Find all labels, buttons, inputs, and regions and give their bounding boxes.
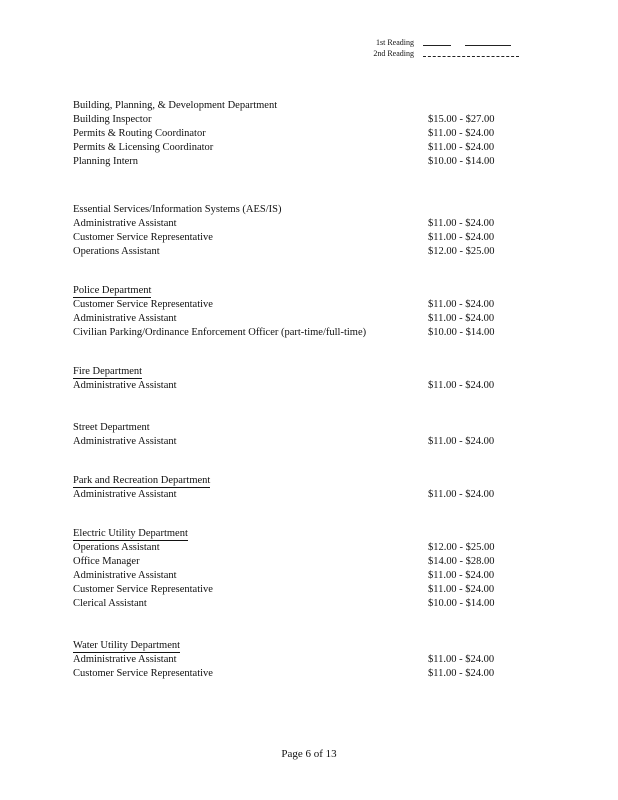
second-reading-label: 2nd Reading [373,49,414,58]
position-name: Customer Service Representative [73,232,213,243]
position-row [73,127,513,141]
pay-range: $10.00 - $14.00 [428,327,495,338]
pay-range: $11.00 - $24.00 [428,570,495,581]
position-name: Permits & Routing Coordinator [73,128,206,139]
pay-range: $11.00 - $24.00 [428,584,495,595]
position-name: Operations Assistant [73,542,160,553]
first-reading-blank-a [423,37,451,46]
pay-range: $14.00 - $28.00 [428,556,495,567]
position-name: Customer Service Representative [73,668,213,679]
department-title: Building, Planning, & Development Department [73,100,278,111]
first-reading-row [368,37,519,48]
position-row [73,155,513,169]
position-name: Office Manager [73,556,140,567]
position-name: Permits & Licensing Coordinator [73,142,214,153]
position-name: Administrative Assistant [73,570,177,581]
position-row [73,141,513,155]
reading-block [368,37,519,59]
department-section [73,474,513,502]
second-reading-blank [423,48,519,57]
department-section [73,99,513,169]
pay-range: $11.00 - $24.00 [428,436,495,447]
page-number: Page 6 of 13 [281,748,337,760]
position-name: Administrative Assistant [73,313,177,324]
department-section [73,284,513,340]
position-name: Customer Service Representative [73,584,213,595]
first-reading-label: 1st Reading [376,38,414,47]
position-row [73,113,513,127]
position-row [73,541,513,555]
department-title: Fire Department [73,366,143,377]
department-title: Park and Recreation Department [73,475,211,486]
position-row [73,435,513,449]
position-row [73,245,513,259]
position-name: Administrative Assistant [73,489,177,500]
pay-range: $11.00 - $24.00 [428,142,495,153]
position-row [73,379,513,393]
pay-range: $11.00 - $24.00 [428,128,495,139]
pay-range: $11.00 - $24.00 [428,218,495,229]
position-name: Planning Intern [73,156,139,167]
position-row [73,667,513,681]
pay-range: $12.00 - $25.00 [428,246,495,257]
department-section [73,639,513,681]
pay-range: $11.00 - $24.00 [428,380,495,391]
position-row [73,597,513,611]
position-name: Administrative Assistant [73,218,177,229]
pay-range: $11.00 - $24.00 [428,299,495,310]
department-title: Street Department [73,422,150,433]
pay-range: $10.00 - $14.00 [428,598,495,609]
position-row [73,583,513,597]
position-name: Administrative Assistant [73,436,177,447]
position-row [73,312,513,326]
position-row [73,555,513,569]
pay-range: $10.00 - $14.00 [428,156,495,167]
position-name: Operations Assistant [73,246,160,257]
position-row [73,231,513,245]
position-name: Customer Service Representative [73,299,213,310]
position-row [73,569,513,583]
pay-range: $12.00 - $25.00 [428,542,495,553]
pay-range: $15.00 - $27.00 [428,114,495,125]
pay-range: $11.00 - $24.00 [428,489,495,500]
position-name: Clerical Assistant [73,598,147,609]
position-name: Administrative Assistant [73,654,177,665]
position-name: Administrative Assistant [73,380,177,391]
department-section [73,203,513,259]
department-section [73,421,513,449]
position-row [73,217,513,231]
pay-range: $11.00 - $24.00 [428,232,495,243]
position-row [73,326,513,340]
second-reading-row [368,48,519,59]
department-title: Water Utility Department [73,640,181,651]
position-name: Civilian Parking/Ordinance Enforcement Officer (part-time/full-time) [73,327,367,338]
position-name: Building Inspector [73,114,152,125]
department-section [73,365,513,393]
department-title: Essential Services/Information Systems (AES/IS) [73,204,282,215]
department-section [73,527,513,611]
first-reading-blank-b [465,37,511,46]
pay-range: $11.00 - $24.00 [428,313,495,324]
department-title: Electric Utility Department [73,528,188,539]
position-row [73,488,513,502]
position-row [73,298,513,312]
pay-range: $11.00 - $24.00 [428,668,495,679]
pay-range: $11.00 - $24.00 [428,654,495,665]
department-title: Police Department [73,285,152,296]
position-row [73,653,513,667]
